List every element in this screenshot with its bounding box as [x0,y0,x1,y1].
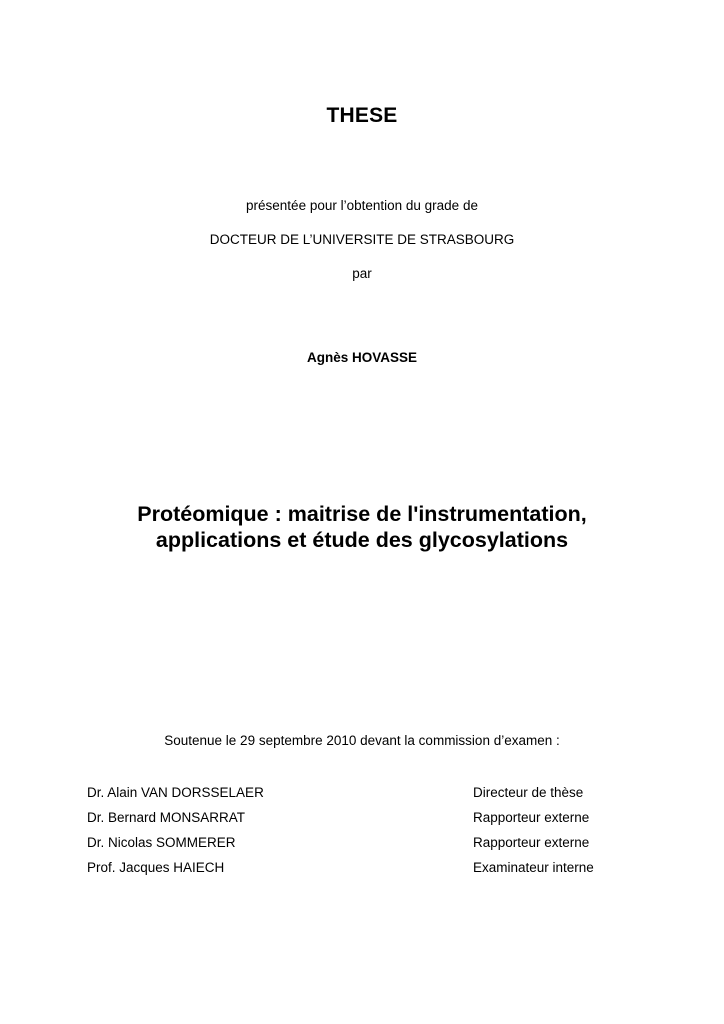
committee-member-name: Dr. Nicolas SOMMERER [87,835,236,850]
degree-text: DOCTEUR DE L’UNIVERSITE DE STRASBOURG [209,232,515,247]
defense-statement: Soutenue le 29 septembre 2010 devant la commission d’examen : [164,733,560,748]
committee-member-name: Prof. Jacques HAIECH [87,860,225,875]
thesis-title-line-1: Protéomique : maitrise de l'instrumentation, [137,502,587,526]
committee-member-role: Directeur de thèse [473,785,584,800]
thesis-title [0,501,724,553]
committee-row [87,785,647,810]
by-text: par [352,266,372,281]
committee-row [87,810,647,835]
committee-row [87,860,647,885]
committee-member-role: Rapporteur externe [473,810,590,825]
committee-member-role: Rapporteur externe [473,835,590,850]
document-heading: THESE [326,104,398,127]
committee-table [87,785,647,885]
committee-member-name: Dr. Bernard MONSARRAT [87,810,246,825]
thesis-title-line-2: applications et étude des glycosylations [155,528,569,552]
author-name: Agnès HOVASSE [306,350,418,365]
presented-for-text: présentée pour l’obtention du grade de [246,198,478,213]
committee-member-name: Dr. Alain VAN DORSSELAER [87,785,264,800]
committee-member-role: Examinateur interne [473,860,594,875]
committee-row [87,835,647,860]
